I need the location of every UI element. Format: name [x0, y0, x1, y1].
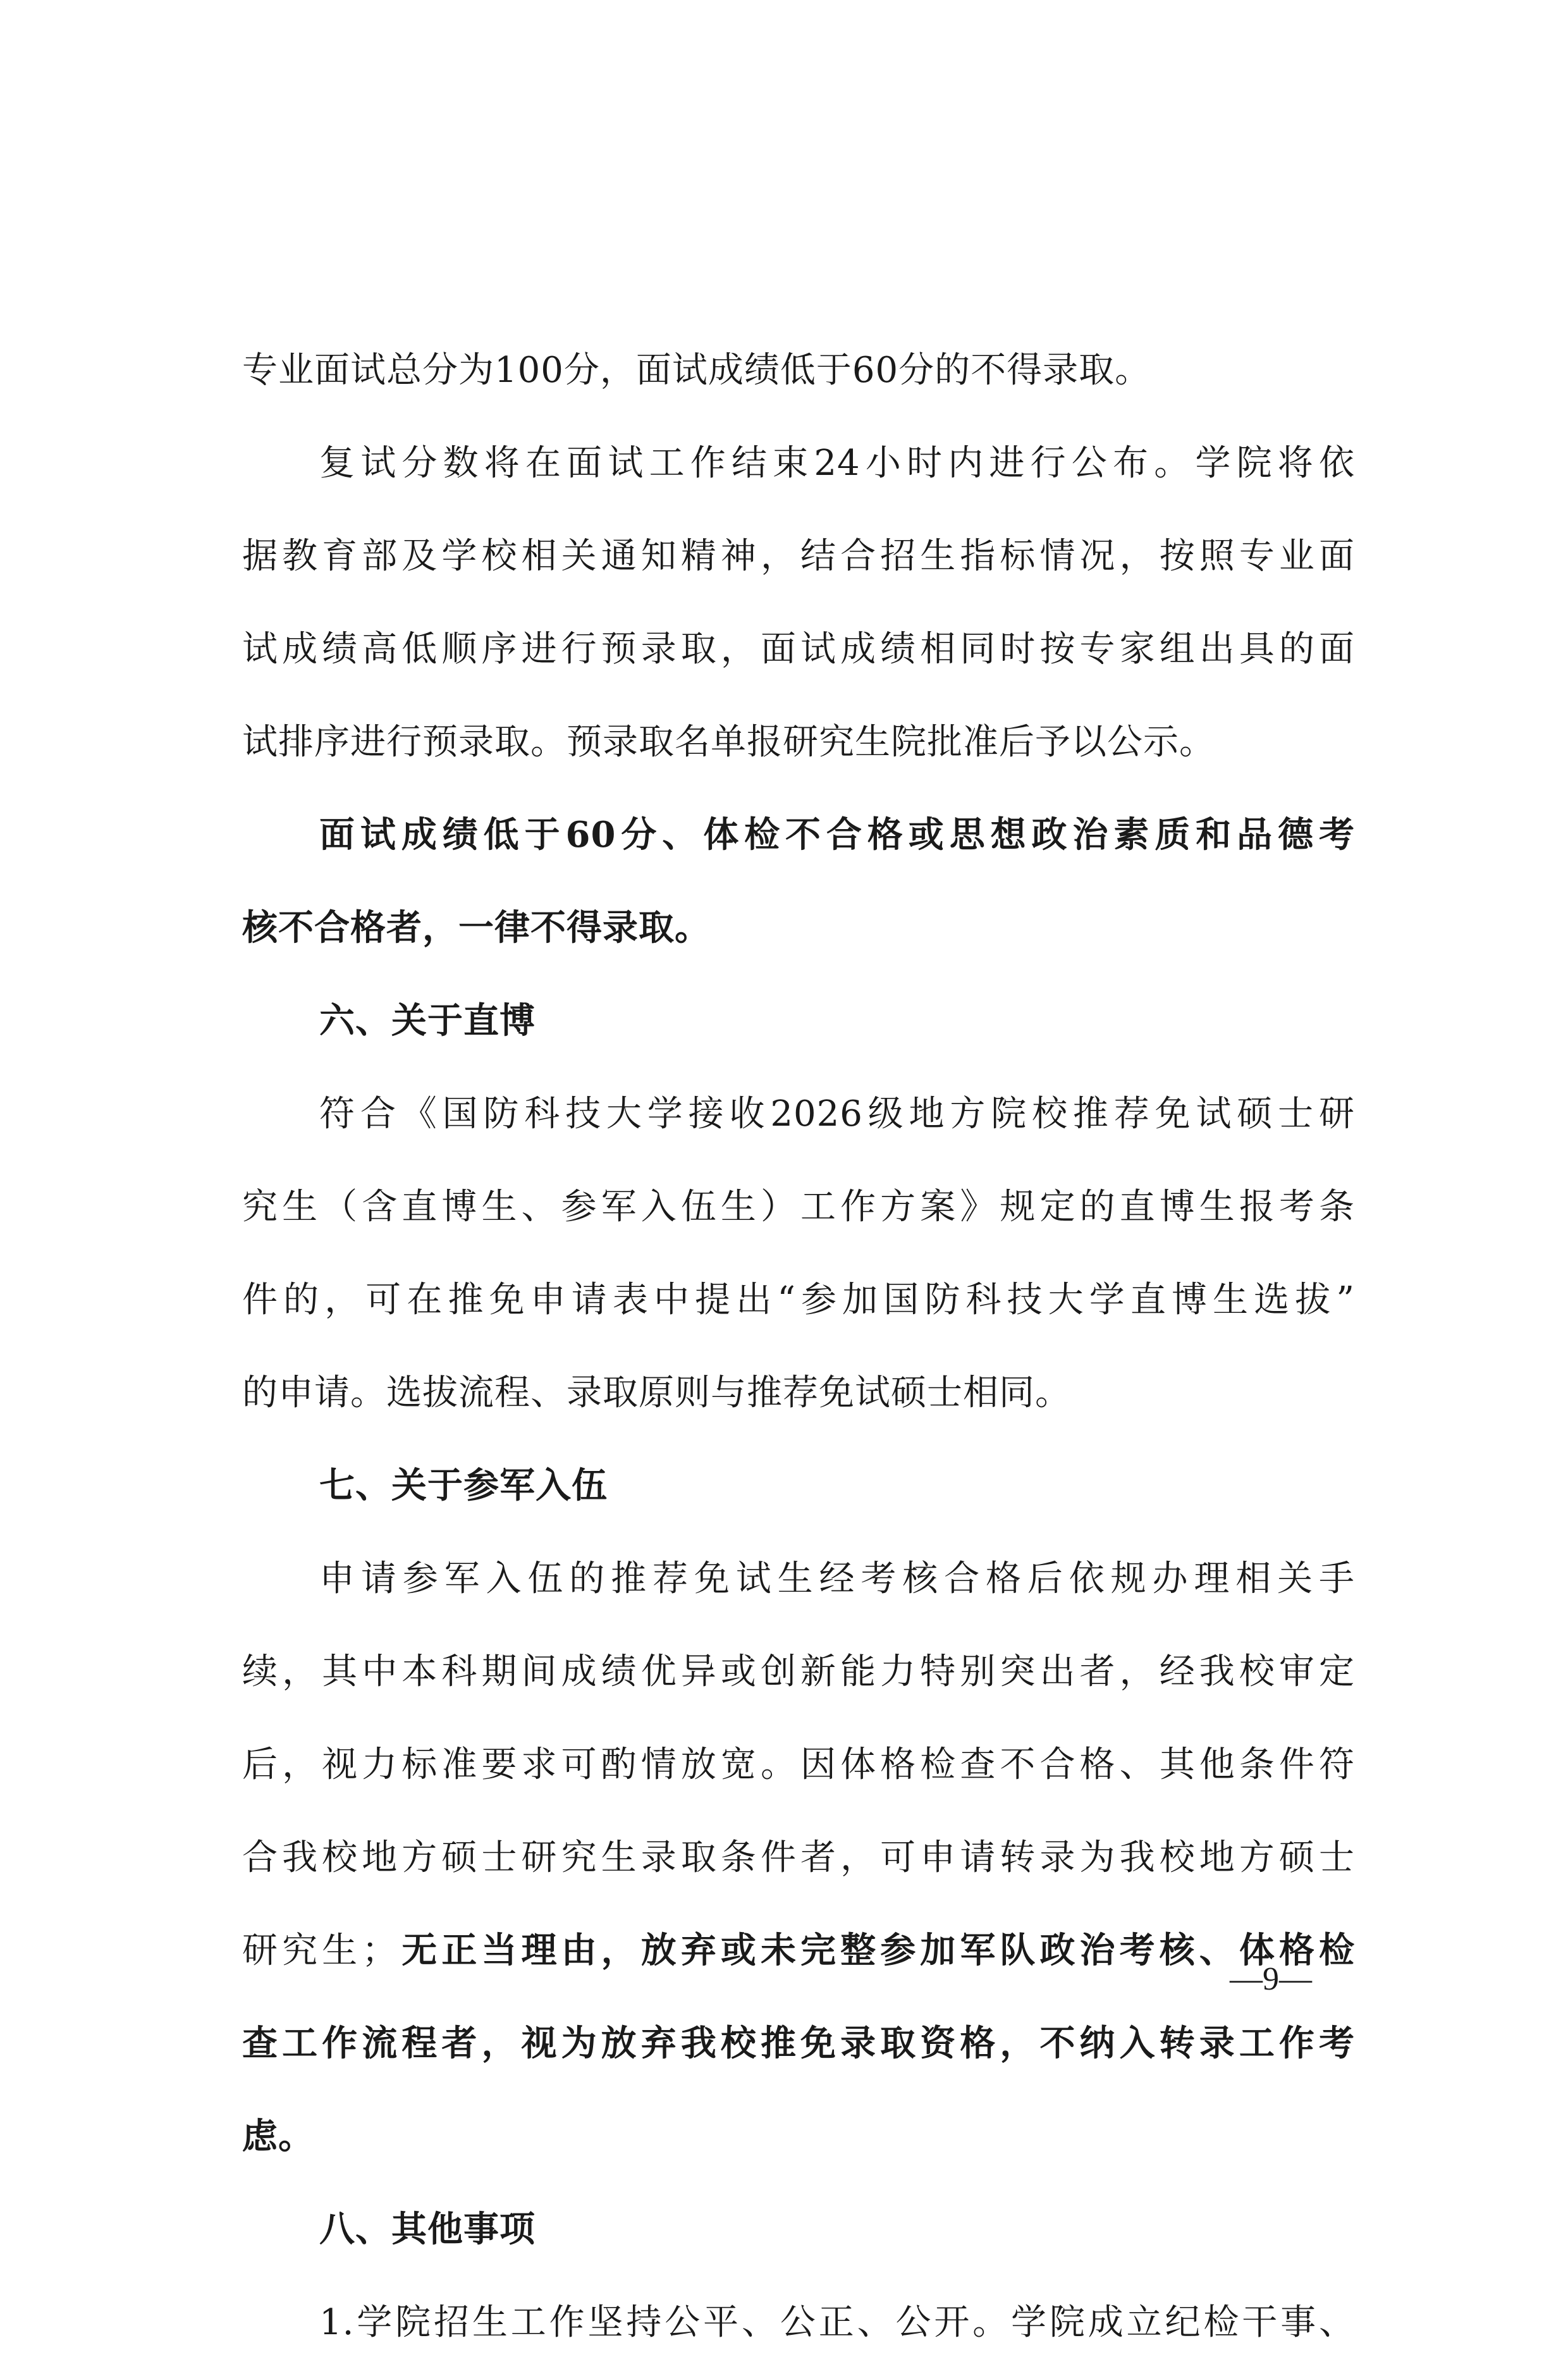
paragraph-line: 究生（含直博生、参军入伍生）工作方案》规定的直博生报考条	[242, 1186, 1355, 1228]
paragraph-line: 复试分数将在面试工作结束24小时内进行公布。学院将依	[319, 443, 1355, 484]
paragraph-text: 研究生；	[242, 1930, 398, 1971]
section-heading: 七、关于参军入伍	[319, 1465, 608, 1506]
bold-paragraph-line: 核不合格者，一律不得录取。	[242, 907, 711, 949]
section-heading: 八、其他事项	[319, 2208, 536, 2250]
bold-paragraph-line: 虑。	[242, 2115, 314, 2157]
paragraph-line: 后，视力标准要求可酌情放宽。因体格检查不合格、其他条件符	[242, 1744, 1355, 1785]
bold-paragraph-text: 无正当理由，放弃或未完整参加军队政治考核、体格检	[398, 1929, 1355, 1971]
paragraph-line: 符合《国防科技大学接收2026级地方院校推荐免试硕士研	[319, 1093, 1355, 1135]
paragraph-line: 专业面试总分为100分，面试成绩低于60分的不得录取。	[242, 350, 1151, 391]
paragraph-line: 合我校地方硕士研究生录取条件者，可申请转录为我校地方硕士	[242, 1837, 1355, 1878]
paragraph-line: 试排序进行预录取。预录取名单报研究生院批准后予以公示。	[242, 722, 1215, 763]
bold-paragraph-line: 面试成绩低于60分、体检不合格或思想政治素质和品德考	[319, 814, 1355, 856]
document-body	[242, 324, 1355, 2369]
paragraph-line: 1.学院招生工作坚持公平、公正、公开。学院成立纪检干事、	[319, 2302, 1355, 2343]
paragraph-line: 件的，可在推免申请表中提出“参加国防科技大学直博生选拔”	[242, 1279, 1355, 1320]
paragraph-line: 申请参军入伍的推荐免试生经考核合格后依规办理相关手	[319, 1558, 1355, 1599]
paragraph-line: 续，其中本科期间成绩优异或创新能力特别突出者，经我校审定	[242, 1651, 1355, 1692]
paragraph-line: 据教育部及学校相关通知精神，结合招生指标情况，按照专业面	[242, 536, 1355, 577]
section-heading: 六、关于直博	[319, 1000, 536, 1042]
paragraph-line: 试成绩高低顺序进行预录取，面试成绩相同时按专家组出具的面	[242, 629, 1355, 670]
paragraph-line: 的申请。选拔流程、录取原则与推荐免试硕士相同。	[242, 1372, 1071, 1413]
bold-paragraph-line: 查工作流程者，视为放弃我校推免录取资格，不纳入转录工作考	[242, 2022, 1355, 2064]
page-number: —9—	[1230, 1961, 1312, 1997]
